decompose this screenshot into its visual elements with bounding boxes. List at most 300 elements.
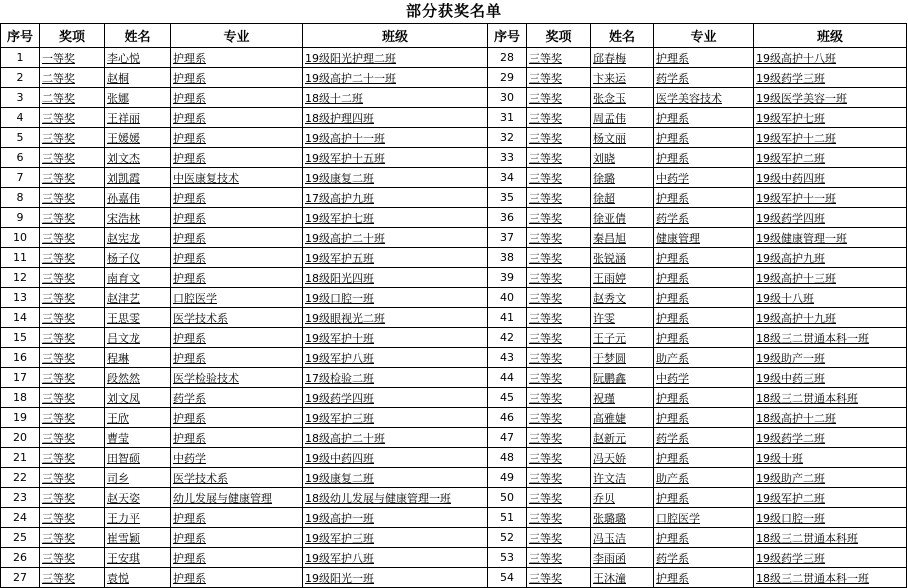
cell-major: 幼儿发展与健康管理 (171, 488, 303, 508)
table-row (1, 348, 907, 368)
table-row (1, 468, 907, 488)
cell-major: 护理系 (171, 228, 303, 248)
cell-major-right: 口腔医学 (654, 508, 754, 528)
cell-award-right: 三等奖 (527, 108, 591, 128)
cell-name-right: 于梦圆 (591, 348, 654, 368)
cell-award: 三等奖 (40, 368, 105, 388)
cell-award-right: 三等奖 (527, 528, 591, 548)
cell-award-right: 三等奖 (527, 328, 591, 348)
cell-award-right: 三等奖 (527, 408, 591, 428)
cell-name: 王欣 (105, 408, 171, 428)
cell-no: 26 (1, 548, 40, 568)
cell-major: 护理系 (171, 548, 303, 568)
cell-no-right: 34 (488, 168, 527, 188)
cell-no-right: 45 (488, 388, 527, 408)
cell-name: 赵桐 (105, 68, 171, 88)
cell-class-right: 18级三二贯通本科一班 (754, 328, 907, 348)
cell-class: 19级阳光一班 (303, 568, 488, 588)
cell-award-right: 三等奖 (527, 488, 591, 508)
cell-name: 刘文凤 (105, 388, 171, 408)
cell-award-right: 三等奖 (527, 168, 591, 188)
cell-name-right: 赵秀文 (591, 288, 654, 308)
cell-class-right: 18级三二贯通本科班 (754, 388, 907, 408)
cell-major: 护理系 (171, 508, 303, 528)
col-header-class: 班级 (303, 24, 488, 48)
table-row (1, 448, 907, 468)
cell-no: 27 (1, 568, 40, 588)
cell-class: 18级护理四班 (303, 108, 488, 128)
cell-award-right: 三等奖 (527, 548, 591, 568)
cell-no-right: 36 (488, 208, 527, 228)
cell-class-right: 19级军护二班 (754, 488, 907, 508)
cell-award: 一等奖 (40, 48, 105, 68)
cell-major-right: 护理系 (654, 48, 754, 68)
col-header-no: 序号 (1, 24, 40, 48)
cell-name-right: 张锐涵 (591, 248, 654, 268)
table-row (1, 248, 907, 268)
cell-class-right: 19级健康管理一班 (754, 228, 907, 248)
cell-class-right: 19级高护十八班 (754, 48, 907, 68)
cell-name: 袁悦 (105, 568, 171, 588)
cell-award-right: 三等奖 (527, 568, 591, 588)
col-header-no-right: 序号 (488, 24, 527, 48)
cell-no: 22 (1, 468, 40, 488)
table-row (1, 508, 907, 528)
cell-name-right: 冯玉洁 (591, 528, 654, 548)
cell-class: 17级高护九班 (303, 188, 488, 208)
cell-name: 杨子仪 (105, 248, 171, 268)
cell-no: 15 (1, 328, 40, 348)
cell-major: 护理系 (171, 408, 303, 428)
cell-no: 17 (1, 368, 40, 388)
cell-award: 二等奖 (40, 68, 105, 88)
table-row (1, 208, 907, 228)
cell-no-right: 53 (488, 548, 527, 568)
cell-award: 三等奖 (40, 328, 105, 348)
cell-major-right: 药学系 (654, 208, 754, 228)
cell-award-right: 三等奖 (527, 208, 591, 228)
cell-award: 三等奖 (40, 308, 105, 328)
cell-class-right: 19级药学三班 (754, 68, 907, 88)
cell-name-right: 徐超 (591, 188, 654, 208)
cell-name: 刘文杰 (105, 148, 171, 168)
cell-name: 王媛媛 (105, 128, 171, 148)
cell-no: 23 (1, 488, 40, 508)
cell-major-right: 药学系 (654, 548, 754, 568)
col-header-name: 姓名 (105, 24, 171, 48)
cell-major: 护理系 (171, 128, 303, 148)
table-row (1, 68, 907, 88)
cell-name: 田智硕 (105, 448, 171, 468)
cell-class: 19级康复二班 (303, 468, 488, 488)
cell-award-right: 三等奖 (527, 288, 591, 308)
cell-class-right: 19级军护七班 (754, 108, 907, 128)
cell-major-right: 护理系 (654, 488, 754, 508)
cell-class-right: 19级军护十一班 (754, 188, 907, 208)
cell-class: 17级检验二班 (303, 368, 488, 388)
cell-no: 25 (1, 528, 40, 548)
table-row (1, 428, 907, 448)
cell-no-right: 41 (488, 308, 527, 328)
cell-name: 崔雪颖 (105, 528, 171, 548)
cell-major-right: 助产系 (654, 468, 754, 488)
cell-award: 三等奖 (40, 448, 105, 468)
cell-award: 三等奖 (40, 288, 105, 308)
cell-major-right: 护理系 (654, 408, 754, 428)
cell-name: 王安琪 (105, 548, 171, 568)
cell-no: 9 (1, 208, 40, 228)
table-row (1, 128, 907, 148)
cell-major: 护理系 (171, 328, 303, 348)
cell-major: 医学检验技术 (171, 368, 303, 388)
cell-no: 16 (1, 348, 40, 368)
col-header-major-right: 专业 (654, 24, 754, 48)
table-row (1, 228, 907, 248)
cell-award: 三等奖 (40, 428, 105, 448)
cell-award-right: 三等奖 (527, 468, 591, 488)
cell-no-right: 50 (488, 488, 527, 508)
cell-award-right: 三等奖 (527, 148, 591, 168)
cell-award-right: 三等奖 (527, 248, 591, 268)
cell-name-right: 祝瑾 (591, 388, 654, 408)
cell-no: 7 (1, 168, 40, 188)
cell-award: 三等奖 (40, 408, 105, 428)
cell-class: 19级眼视光二班 (303, 308, 488, 328)
cell-name: 王力平 (105, 508, 171, 528)
cell-class-right: 19级助产二班 (754, 468, 907, 488)
cell-name-right: 杨文丽 (591, 128, 654, 148)
cell-class-right: 18级高护十二班 (754, 408, 907, 428)
cell-class: 19级康复二班 (303, 168, 488, 188)
cell-award: 三等奖 (40, 208, 105, 228)
cell-no: 12 (1, 268, 40, 288)
cell-major-right: 中药学 (654, 368, 754, 388)
cell-name-right: 周孟伟 (591, 108, 654, 128)
cell-award-right: 三等奖 (527, 348, 591, 368)
cell-major: 护理系 (171, 108, 303, 128)
cell-name: 司乡 (105, 468, 171, 488)
cell-no-right: 46 (488, 408, 527, 428)
cell-award: 三等奖 (40, 248, 105, 268)
cell-name: 赵天姿 (105, 488, 171, 508)
cell-class: 19级军护八班 (303, 548, 488, 568)
cell-no: 1 (1, 48, 40, 68)
table-row (1, 308, 907, 328)
cell-name: 刘凯霞 (105, 168, 171, 188)
cell-award-right: 三等奖 (527, 48, 591, 68)
cell-major-right: 护理系 (654, 248, 754, 268)
cell-major: 护理系 (171, 48, 303, 68)
cell-major: 护理系 (171, 268, 303, 288)
header-row (1, 24, 907, 48)
cell-award: 三等奖 (40, 568, 105, 588)
cell-no-right: 51 (488, 508, 527, 528)
cell-no: 6 (1, 148, 40, 168)
cell-major: 护理系 (171, 208, 303, 228)
cell-award-right: 三等奖 (527, 88, 591, 108)
cell-no-right: 54 (488, 568, 527, 588)
cell-class: 19级口腔一班 (303, 288, 488, 308)
cell-name: 赵津艺 (105, 288, 171, 308)
cell-name-right: 邱春梅 (591, 48, 654, 68)
col-header-name-right: 姓名 (591, 24, 654, 48)
cell-no: 5 (1, 128, 40, 148)
cell-no-right: 43 (488, 348, 527, 368)
cell-major: 药学系 (171, 388, 303, 408)
cell-name-right: 张璐璐 (591, 508, 654, 528)
cell-no-right: 32 (488, 128, 527, 148)
cell-class: 18级阳光四班 (303, 268, 488, 288)
cell-no: 8 (1, 188, 40, 208)
table-row (1, 368, 907, 388)
cell-class-right: 19级中药四班 (754, 168, 907, 188)
cell-name: 南育文 (105, 268, 171, 288)
cell-name: 宋浩林 (105, 208, 171, 228)
cell-no-right: 49 (488, 468, 527, 488)
table-row (1, 328, 907, 348)
cell-award: 三等奖 (40, 168, 105, 188)
cell-name: 张娜 (105, 88, 171, 108)
cell-no-right: 48 (488, 448, 527, 468)
cell-major: 护理系 (171, 68, 303, 88)
cell-no-right: 40 (488, 288, 527, 308)
table-row (1, 148, 907, 168)
cell-award-right: 三等奖 (527, 388, 591, 408)
cell-name-right: 王沐潼 (591, 568, 654, 588)
cell-no-right: 47 (488, 428, 527, 448)
cell-name: 吕文龙 (105, 328, 171, 348)
cell-name-right: 徐亚倩 (591, 208, 654, 228)
cell-major-right: 护理系 (654, 128, 754, 148)
col-header-class-right: 班级 (754, 24, 907, 48)
cell-class-right: 19级高护十三班 (754, 268, 907, 288)
cell-name: 曹莹 (105, 428, 171, 448)
table-row (1, 48, 907, 68)
cell-class-right: 19级十八班 (754, 288, 907, 308)
cell-award-right: 三等奖 (527, 448, 591, 468)
cell-class: 19级高护二十班 (303, 228, 488, 248)
cell-no: 13 (1, 288, 40, 308)
cell-award-right: 三等奖 (527, 308, 591, 328)
cell-no: 2 (1, 68, 40, 88)
cell-no: 4 (1, 108, 40, 128)
cell-class: 19级阳光护理二班 (303, 48, 488, 68)
col-header-award-right: 奖项 (527, 24, 591, 48)
cell-no-right: 38 (488, 248, 527, 268)
cell-class: 18级高护二十班 (303, 428, 488, 448)
table-row (1, 268, 907, 288)
table-row (1, 188, 907, 208)
cell-name-right: 徐璐 (591, 168, 654, 188)
cell-award-right: 三等奖 (527, 228, 591, 248)
table-row (1, 528, 907, 548)
cell-major-right: 中药学 (654, 168, 754, 188)
cell-major-right: 护理系 (654, 188, 754, 208)
cell-no: 18 (1, 388, 40, 408)
table-row (1, 88, 907, 108)
cell-name: 孙嘉伟 (105, 188, 171, 208)
cell-major-right: 护理系 (654, 328, 754, 348)
cell-major-right: 药学系 (654, 68, 754, 88)
cell-award: 三等奖 (40, 388, 105, 408)
cell-award: 三等奖 (40, 148, 105, 168)
table-row (1, 488, 907, 508)
award-table (0, 23, 907, 588)
cell-name-right: 刘晓 (591, 148, 654, 168)
table-row (1, 408, 907, 428)
cell-major-right: 护理系 (654, 448, 754, 468)
cell-class-right: 18级三二贯通本科班 (754, 528, 907, 548)
cell-class: 18级幼儿发展与健康管理一班 (303, 488, 488, 508)
cell-name: 王祥丽 (105, 108, 171, 128)
cell-award-right: 三等奖 (527, 268, 591, 288)
cell-no-right: 30 (488, 88, 527, 108)
cell-major-right: 助产系 (654, 348, 754, 368)
col-header-award: 奖项 (40, 24, 105, 48)
cell-major-right: 医学美容技术 (654, 88, 754, 108)
cell-major: 中医康复技术 (171, 168, 303, 188)
cell-name: 王思雯 (105, 308, 171, 328)
cell-no: 24 (1, 508, 40, 528)
cell-class: 19级军护七班 (303, 208, 488, 228)
cell-no-right: 52 (488, 528, 527, 548)
cell-award: 三等奖 (40, 348, 105, 368)
cell-no: 3 (1, 88, 40, 108)
cell-award: 三等奖 (40, 528, 105, 548)
cell-class: 19级军护三班 (303, 408, 488, 428)
cell-class-right: 19级口腔一班 (754, 508, 907, 528)
cell-no-right: 39 (488, 268, 527, 288)
cell-class: 19级军护十五班 (303, 148, 488, 168)
cell-major-right: 护理系 (654, 108, 754, 128)
cell-class: 19级军护三班 (303, 528, 488, 548)
cell-name-right: 乔贝 (591, 488, 654, 508)
cell-major: 护理系 (171, 248, 303, 268)
cell-major-right: 健康管理 (654, 228, 754, 248)
cell-major: 护理系 (171, 348, 303, 368)
cell-award-right: 三等奖 (527, 428, 591, 448)
cell-award: 三等奖 (40, 268, 105, 288)
cell-award: 三等奖 (40, 108, 105, 128)
cell-award: 三等奖 (40, 188, 105, 208)
cell-name-right: 许文洁 (591, 468, 654, 488)
cell-no: 21 (1, 448, 40, 468)
cell-award-right: 三等奖 (527, 188, 591, 208)
cell-class-right: 19级高护九班 (754, 248, 907, 268)
cell-award: 三等奖 (40, 228, 105, 248)
cell-major: 医学技术系 (171, 308, 303, 328)
cell-name: 程琳 (105, 348, 171, 368)
cell-name: 赵宪龙 (105, 228, 171, 248)
cell-award: 三等奖 (40, 468, 105, 488)
cell-award-right: 三等奖 (527, 508, 591, 528)
col-header-major: 专业 (171, 24, 303, 48)
cell-class-right: 19级医学美容一班 (754, 88, 907, 108)
cell-class-right: 19级药学三班 (754, 548, 907, 568)
cell-class-right: 19级药学二班 (754, 428, 907, 448)
cell-major: 护理系 (171, 568, 303, 588)
cell-award: 三等奖 (40, 548, 105, 568)
cell-class-right: 19级军护十二班 (754, 128, 907, 148)
cell-name-right: 李雨函 (591, 548, 654, 568)
cell-name: 段然然 (105, 368, 171, 388)
cell-no: 19 (1, 408, 40, 428)
cell-major-right: 药学系 (654, 428, 754, 448)
cell-major: 护理系 (171, 188, 303, 208)
cell-class-right: 19级十班 (754, 448, 907, 468)
cell-major: 口腔医学 (171, 288, 303, 308)
table-row (1, 388, 907, 408)
cell-class-right: 19级军护二班 (754, 148, 907, 168)
cell-class: 19级高护十一班 (303, 128, 488, 148)
cell-no-right: 33 (488, 148, 527, 168)
cell-class-right: 19级中药三班 (754, 368, 907, 388)
cell-no-right: 31 (488, 108, 527, 128)
cell-no-right: 37 (488, 228, 527, 248)
cell-name-right: 阮鹏鑫 (591, 368, 654, 388)
cell-class: 19级药学四班 (303, 388, 488, 408)
cell-name-right: 高雅婕 (591, 408, 654, 428)
cell-award: 三等奖 (40, 128, 105, 148)
cell-no: 11 (1, 248, 40, 268)
cell-no-right: 35 (488, 188, 527, 208)
cell-name-right: 卞来运 (591, 68, 654, 88)
cell-class: 19级军护八班 (303, 348, 488, 368)
cell-class: 19级军护五班 (303, 248, 488, 268)
cell-major-right: 护理系 (654, 308, 754, 328)
cell-major: 护理系 (171, 148, 303, 168)
page-title: 部分获奖名单 (405, 2, 502, 20)
cell-class: 19级高护一班 (303, 508, 488, 528)
cell-class: 19级中药四班 (303, 448, 488, 468)
cell-no-right: 44 (488, 368, 527, 388)
cell-no: 20 (1, 428, 40, 448)
cell-major-right: 护理系 (654, 148, 754, 168)
cell-award: 三等奖 (40, 508, 105, 528)
cell-major-right: 护理系 (654, 528, 754, 548)
cell-class: 19级高护二十一班 (303, 68, 488, 88)
cell-no: 14 (1, 308, 40, 328)
cell-no-right: 28 (488, 48, 527, 68)
cell-no-right: 42 (488, 328, 527, 348)
cell-award: 二等奖 (40, 88, 105, 108)
cell-major-right: 护理系 (654, 288, 754, 308)
cell-name-right: 赵新元 (591, 428, 654, 448)
cell-award: 三等奖 (40, 488, 105, 508)
cell-major-right: 护理系 (654, 388, 754, 408)
cell-no-right: 29 (488, 68, 527, 88)
cell-major: 中药学 (171, 448, 303, 468)
cell-name-right: 秦昌旭 (591, 228, 654, 248)
cell-class: 18级十二班 (303, 88, 488, 108)
cell-award-right: 三等奖 (527, 128, 591, 148)
cell-class-right: 19级药学四班 (754, 208, 907, 228)
cell-major-right: 护理系 (654, 268, 754, 288)
cell-major: 护理系 (171, 428, 303, 448)
cell-major-right: 护理系 (654, 568, 754, 588)
cell-name-right: 许雯 (591, 308, 654, 328)
cell-name-right: 冯天娇 (591, 448, 654, 468)
cell-award-right: 三等奖 (527, 368, 591, 388)
cell-class: 19级军护十班 (303, 328, 488, 348)
cell-no: 10 (1, 228, 40, 248)
cell-name-right: 王子元 (591, 328, 654, 348)
cell-class-right: 18级三二贯通本科一班 (754, 568, 907, 588)
cell-class-right: 19级高护十九班 (754, 308, 907, 328)
cell-name: 李心悦 (105, 48, 171, 68)
cell-award-right: 三等奖 (527, 68, 591, 88)
cell-major: 护理系 (171, 88, 303, 108)
